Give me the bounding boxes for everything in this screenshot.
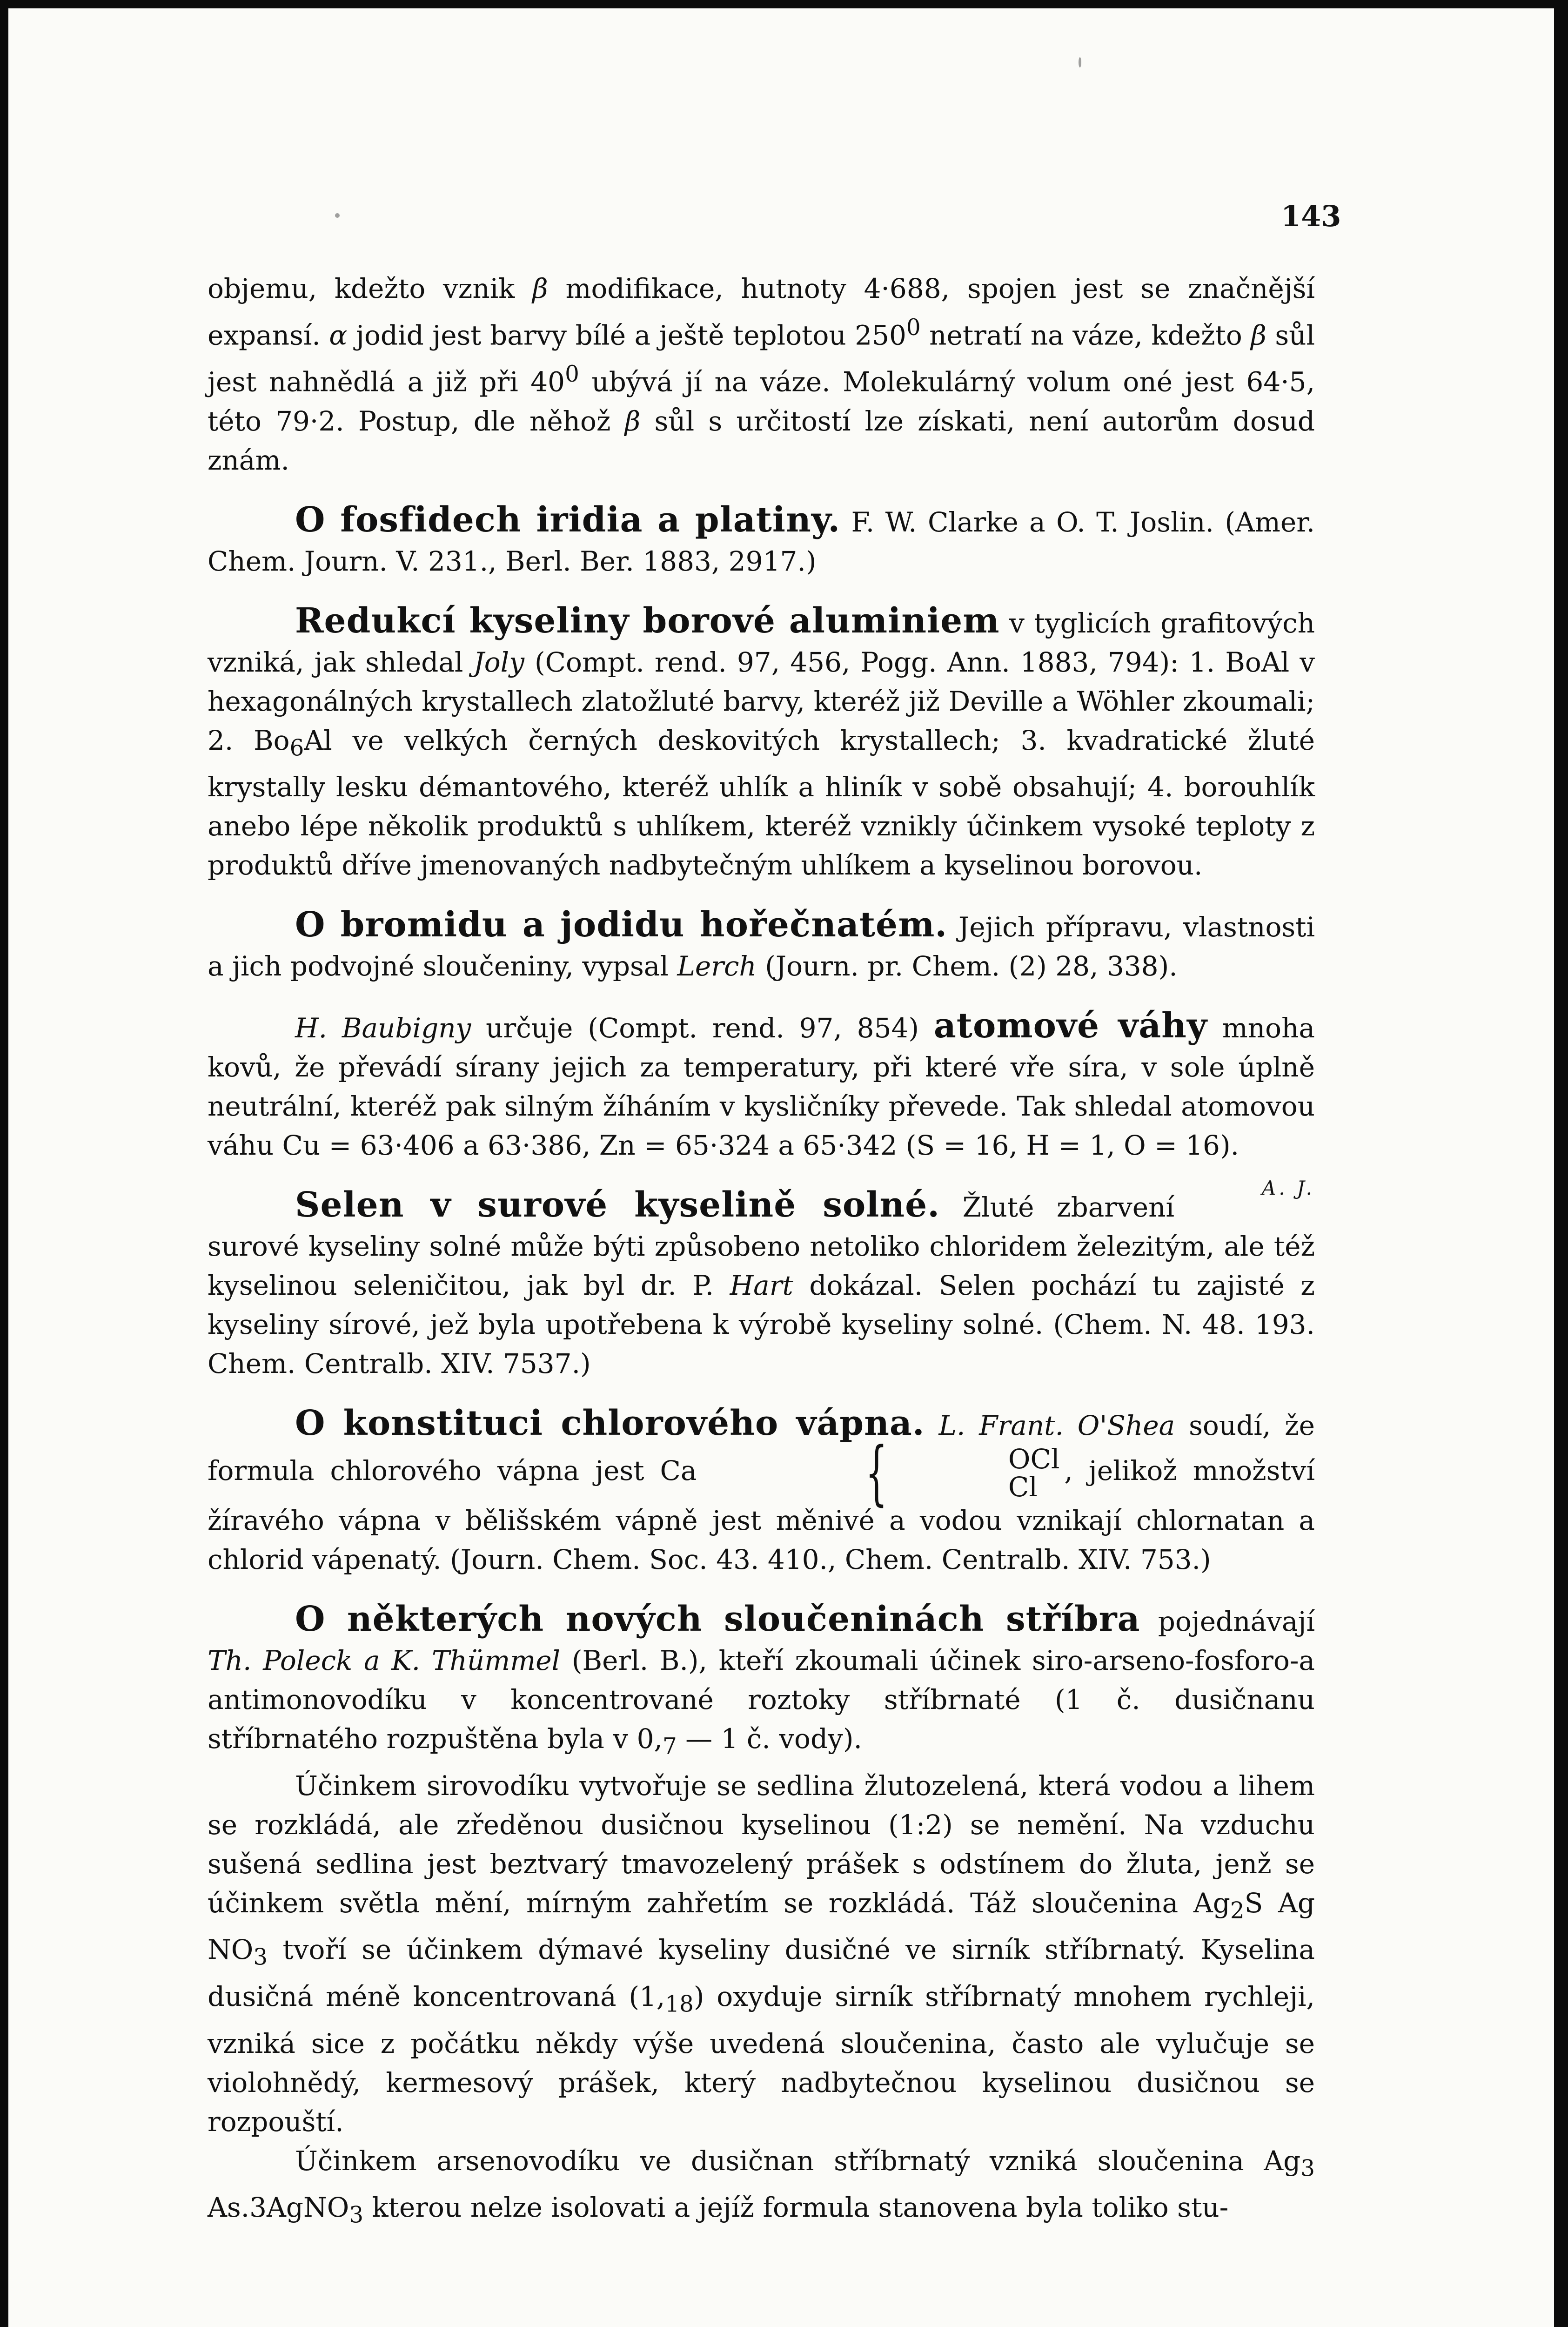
- subscript: 18: [665, 1991, 694, 2018]
- italic-text: H. Baubigny: [295, 1012, 471, 1044]
- subscript: 3: [253, 1944, 268, 1971]
- paragraph: Selen v surové kyselině solné. Žluté zbarvení surové kyseliny solné může býti způsobeno netoliko chloridem železitým, ale též kyselinou seleničitou, jak byl dr. P. Hart dokázal. Selen pochází tu zajisté z kyseliny sírové, jež byla upotřebena k výrobě kyseliny solné. (Chem. N. 48. 193. Chem. Centralb. XIV. 7537.): [208, 1185, 1315, 1380]
- subscript: 2: [1230, 1897, 1245, 1924]
- italic-text: β: [1251, 319, 1266, 351]
- paragraph: Redukcí kyseliny borové aluminiem v tyglicích grafitových vzniká, jak shledal Joly (Compt. rend. 97, 456, Pogg. Ann. 1883, 794): 1. BoAl v hexagonálných krystallech zlatožluté barvy, kteréž již Deville a Wöhler zkoumali; 2. $Bo_6Al$ ve velkých černých deskovitých krystallech; 3. kvadratické žluté krystally lesku démantového, kteréž uhlík a hliník v sobě obsahují; 4. borouhlík anebo lépe několik produktů s uhlíkem, kteréž vznikly účinkem vysoké teploty z produktů dříve jmenovaných nadbytečným uhlíkem a kyselinou borovou.: [208, 600, 1315, 881]
- superscript: 0: [906, 315, 921, 341]
- inline-text: [701, 1433, 1060, 1514]
- paragraph-heading: O bromidu a jodidu hořečnatém.: [295, 905, 948, 945]
- paragraph-heading: Redukcí kyseliny borové aluminiem: [295, 600, 1000, 641]
- paragraph: O bromidu a jodidu hořečnatém. Jejich přípravu, vlastnosti a jich podvojné sloučeniny, vypsal Lerch (Journ. pr. Chem. (2) 28, 338).: [208, 905, 1315, 982]
- page-number: 143: [1281, 199, 1341, 233]
- subscript: 3: [349, 2202, 364, 2228]
- paragraph: Účinkem arsenovodíku ve dusičnan stříbrnatý vzniká sloučenina $Ag_3$ As.3AgNO$_3$ kterou nelze isolovati a jejíž formula stanovena byla toliko stu-: [208, 2145, 1315, 2228]
- italic-text: Th. Poleck a K. Thümmel: [208, 1645, 561, 1677]
- paragraph-heading: O fosfidech iridia a platiny.: [295, 499, 841, 540]
- paragraph-heading: Selen v surové kyselině solné.: [295, 1185, 940, 1225]
- scan-border-left: [0, 0, 8, 2327]
- paragraph-heading: O konstituci chlorového vápna.: [295, 1403, 925, 1444]
- paragraph: Účinkem sirovodíku vytvořuje se sedlina žlutozelená, která vodou a lihem se rozkládá, ale zředěnou dusičnou kyselinou (1:2) se nemění. Na vzduchu sušená sedlina jest beztvarý tmavozelený prášek s odstínem do žluta, jenž se účinkem světla mění, mírným zahřetím se rozkládá. Táž sloučenina $Ag_2S$ Ag $NO_3$ tvoří se účinkem dýmavé kyseliny dusičné ve sirník stříbrnatý. Kyselina dusičná méně koncentrovaná $(1,_{18})$ oxyduje sirník stříbrnatý mnohem rychleji, vzniká sice z počátku někdy výše uvedená sloučenina, často ale vylučuje se violohnědý, kermesový prášek, který nadbytečnou kyselinou dusičnou se rozpouští.: [208, 1769, 1315, 2138]
- subscript: 7: [662, 1733, 677, 1760]
- author-initials: A. J.: [1262, 1177, 1315, 1200]
- scanned-page: [8, 8, 1554, 2327]
- subscript: 3: [1300, 2155, 1315, 2182]
- italic-text: Lerch: [677, 950, 757, 982]
- scan-border-right: [1554, 0, 1568, 2327]
- italic-text: L. Frant. O'Shea: [938, 1410, 1175, 1442]
- italic-text: α: [329, 319, 348, 351]
- italic-text: Hart: [730, 1270, 793, 1302]
- inline-text: {: [865, 1433, 888, 1514]
- inline-text: Cl: [1008, 1471, 1038, 1503]
- paragraph: O konstituci chlorového vápna. L. Frant. O'Shea soudí, že formula chlorového vápna jest Ca { OCl Cl , jelikož množství žíravého vápna v bělišském vápně jest měnivé a vodou vznikají chlornatan a chlorid vápenatý. (Journ. Chem. Soc. 43. 410., Chem. Centralb. XIV. 753.): [208, 1403, 1315, 1576]
- scan-speck: [335, 213, 340, 218]
- inline-text: [921, 1445, 1059, 1501]
- scan-speck: [1079, 57, 1081, 67]
- italic-text: Joly: [473, 646, 524, 678]
- paragraph-heading: O některých nových sloučeninách stříbra: [295, 1599, 1140, 1640]
- body-text: [208, 269, 1315, 2235]
- paragraph: objemu, kdežto vznik β modifikace, hutnoty 4·688, spojen jest se značnější expansí. α jodid jest barvy bílé a ještě teplotou $250^0$ netratí na váze, kdežto β sůl jest nahnědlá a již při $40^0$ ubývá jí na váze. Molekulárný volum oné jest 64·5, této 79·2. Postup, dle něhož β sůl s určitostí lze získati, není autorům dosud znám.: [208, 273, 1315, 476]
- paragraph-heading: atomové váhy: [933, 1006, 1207, 1046]
- scan-border-top: [0, 0, 1568, 8]
- subscript: 6: [289, 735, 304, 761]
- italic-text: β: [532, 273, 548, 304]
- paragraph: O fosfidech iridia a platiny. F. W. Clarke a O. T. Joslin. (Amer. Chem. Journ. V. 231., Berl. Ber. 1883, 2917.): [208, 499, 1315, 577]
- italic-text: β: [624, 405, 641, 437]
- paragraph: H. Baubigny určuje (Compt. rend. 97, 854) atomové váhy mnoha kovů, že převádí sírany jejich za temperatury, při které vře síra, v sole úplně neutrální, kteréž pak silným žíháním v kysličníky převede. Tak shledal atomovou váhu Cu = 63·406 a 63·386, Zn = 65·324 a 65·342 (S = 16, H = 1, O = 16). A. J.: [208, 1006, 1315, 1165]
- paragraph: O některých nových sloučeninách stříbra pojednávají Th. Poleck a K. Thümmel (Berl. B.), kteří zkoumali účinek siro-arseno-fosforo-a antimonovodíku v koncentrované roztoky stříbrnaté (1 č. dusičnanu stříbrnatého rozpuštěna byla v $0,_7$ — 1 č. vody).: [208, 1599, 1315, 1760]
- superscript: 0: [565, 361, 579, 388]
- inline-text: OCl: [1008, 1443, 1060, 1475]
